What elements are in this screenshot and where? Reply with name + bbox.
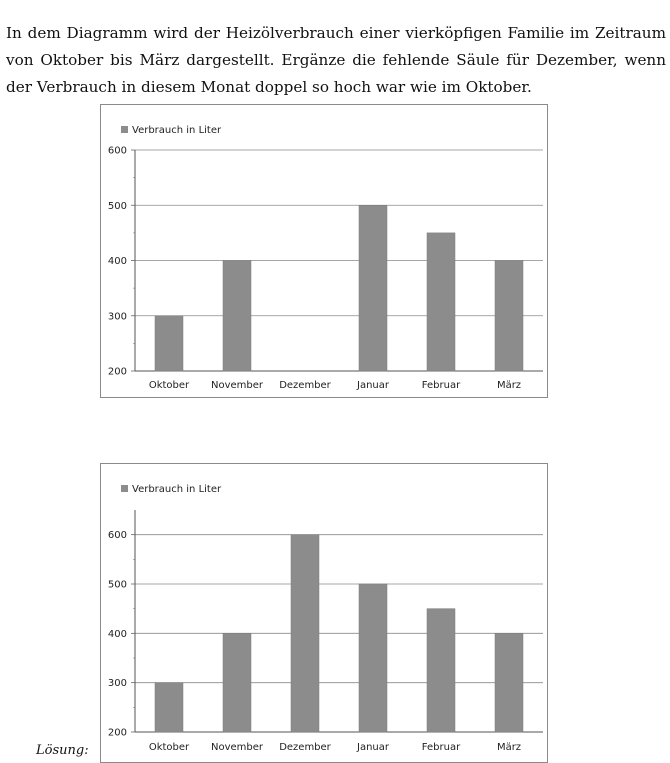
bar-dezember: [291, 535, 319, 732]
x-tick-label: Januar: [357, 742, 389, 753]
task-text: In dem Diagramm wird der Heizölverbrauch einer vierköpfigen Familie im Zeitraum von Oktober bis März dargestellt. Ergänze die fehlende Säule für Dezember, wenn der Verbrauch in diesem Monat doppel so hoch war wie im Oktober.: [6, 24, 666, 96]
bar-märz: [495, 633, 523, 732]
y-tick-label: 300: [107, 678, 127, 690]
solution-label: Lösung:: [36, 743, 89, 758]
bar-januar: [359, 584, 387, 732]
y-tick-label: 200: [107, 366, 127, 378]
x-tick-label: Oktober: [148, 742, 190, 753]
chart-heating-oil-solution: [100, 463, 548, 763]
legend-swatch: [121, 126, 128, 133]
bar-november: [223, 633, 251, 732]
bar-november: [223, 261, 251, 372]
y-tick-label: 300: [107, 311, 127, 323]
bar-oktober: [155, 683, 183, 732]
x-tick-label: Januar: [357, 380, 389, 391]
chart-svg-task: [101, 105, 547, 397]
y-tick-label: 600: [107, 145, 127, 157]
chart-svg-solution: [101, 464, 547, 762]
x-tick-label: Dezember: [279, 742, 331, 753]
bar-februar: [427, 233, 455, 371]
y-tick-label: 400: [107, 256, 127, 267]
x-tick-label: Dezember: [279, 380, 331, 391]
legend-swatch: [121, 485, 128, 492]
legend: [121, 484, 222, 495]
bar-januar: [359, 205, 387, 371]
y-tick-label: 400: [107, 628, 127, 640]
x-tick-label: März: [496, 380, 522, 391]
y-tick-label: 200: [107, 727, 127, 739]
bar-oktober: [155, 316, 183, 371]
x-tick-label: Februar: [421, 380, 461, 391]
x-tick-label: Februar: [421, 742, 461, 753]
x-tick-label: November: [210, 742, 264, 753]
legend: [121, 125, 222, 136]
bar-märz: [495, 261, 523, 372]
legend-label: Verbrauch in Liter: [132, 484, 222, 495]
x-tick-label: November: [210, 380, 264, 391]
y-tick-label: 500: [107, 579, 127, 591]
chart-heating-oil-task: [100, 104, 548, 398]
legend-label: Verbrauch in Liter: [132, 125, 222, 136]
y-tick-label: 500: [107, 200, 127, 212]
bar-februar: [427, 609, 455, 732]
x-tick-label: Oktober: [148, 380, 190, 391]
y-tick-label: 600: [107, 530, 127, 542]
x-tick-label: März: [496, 742, 522, 753]
